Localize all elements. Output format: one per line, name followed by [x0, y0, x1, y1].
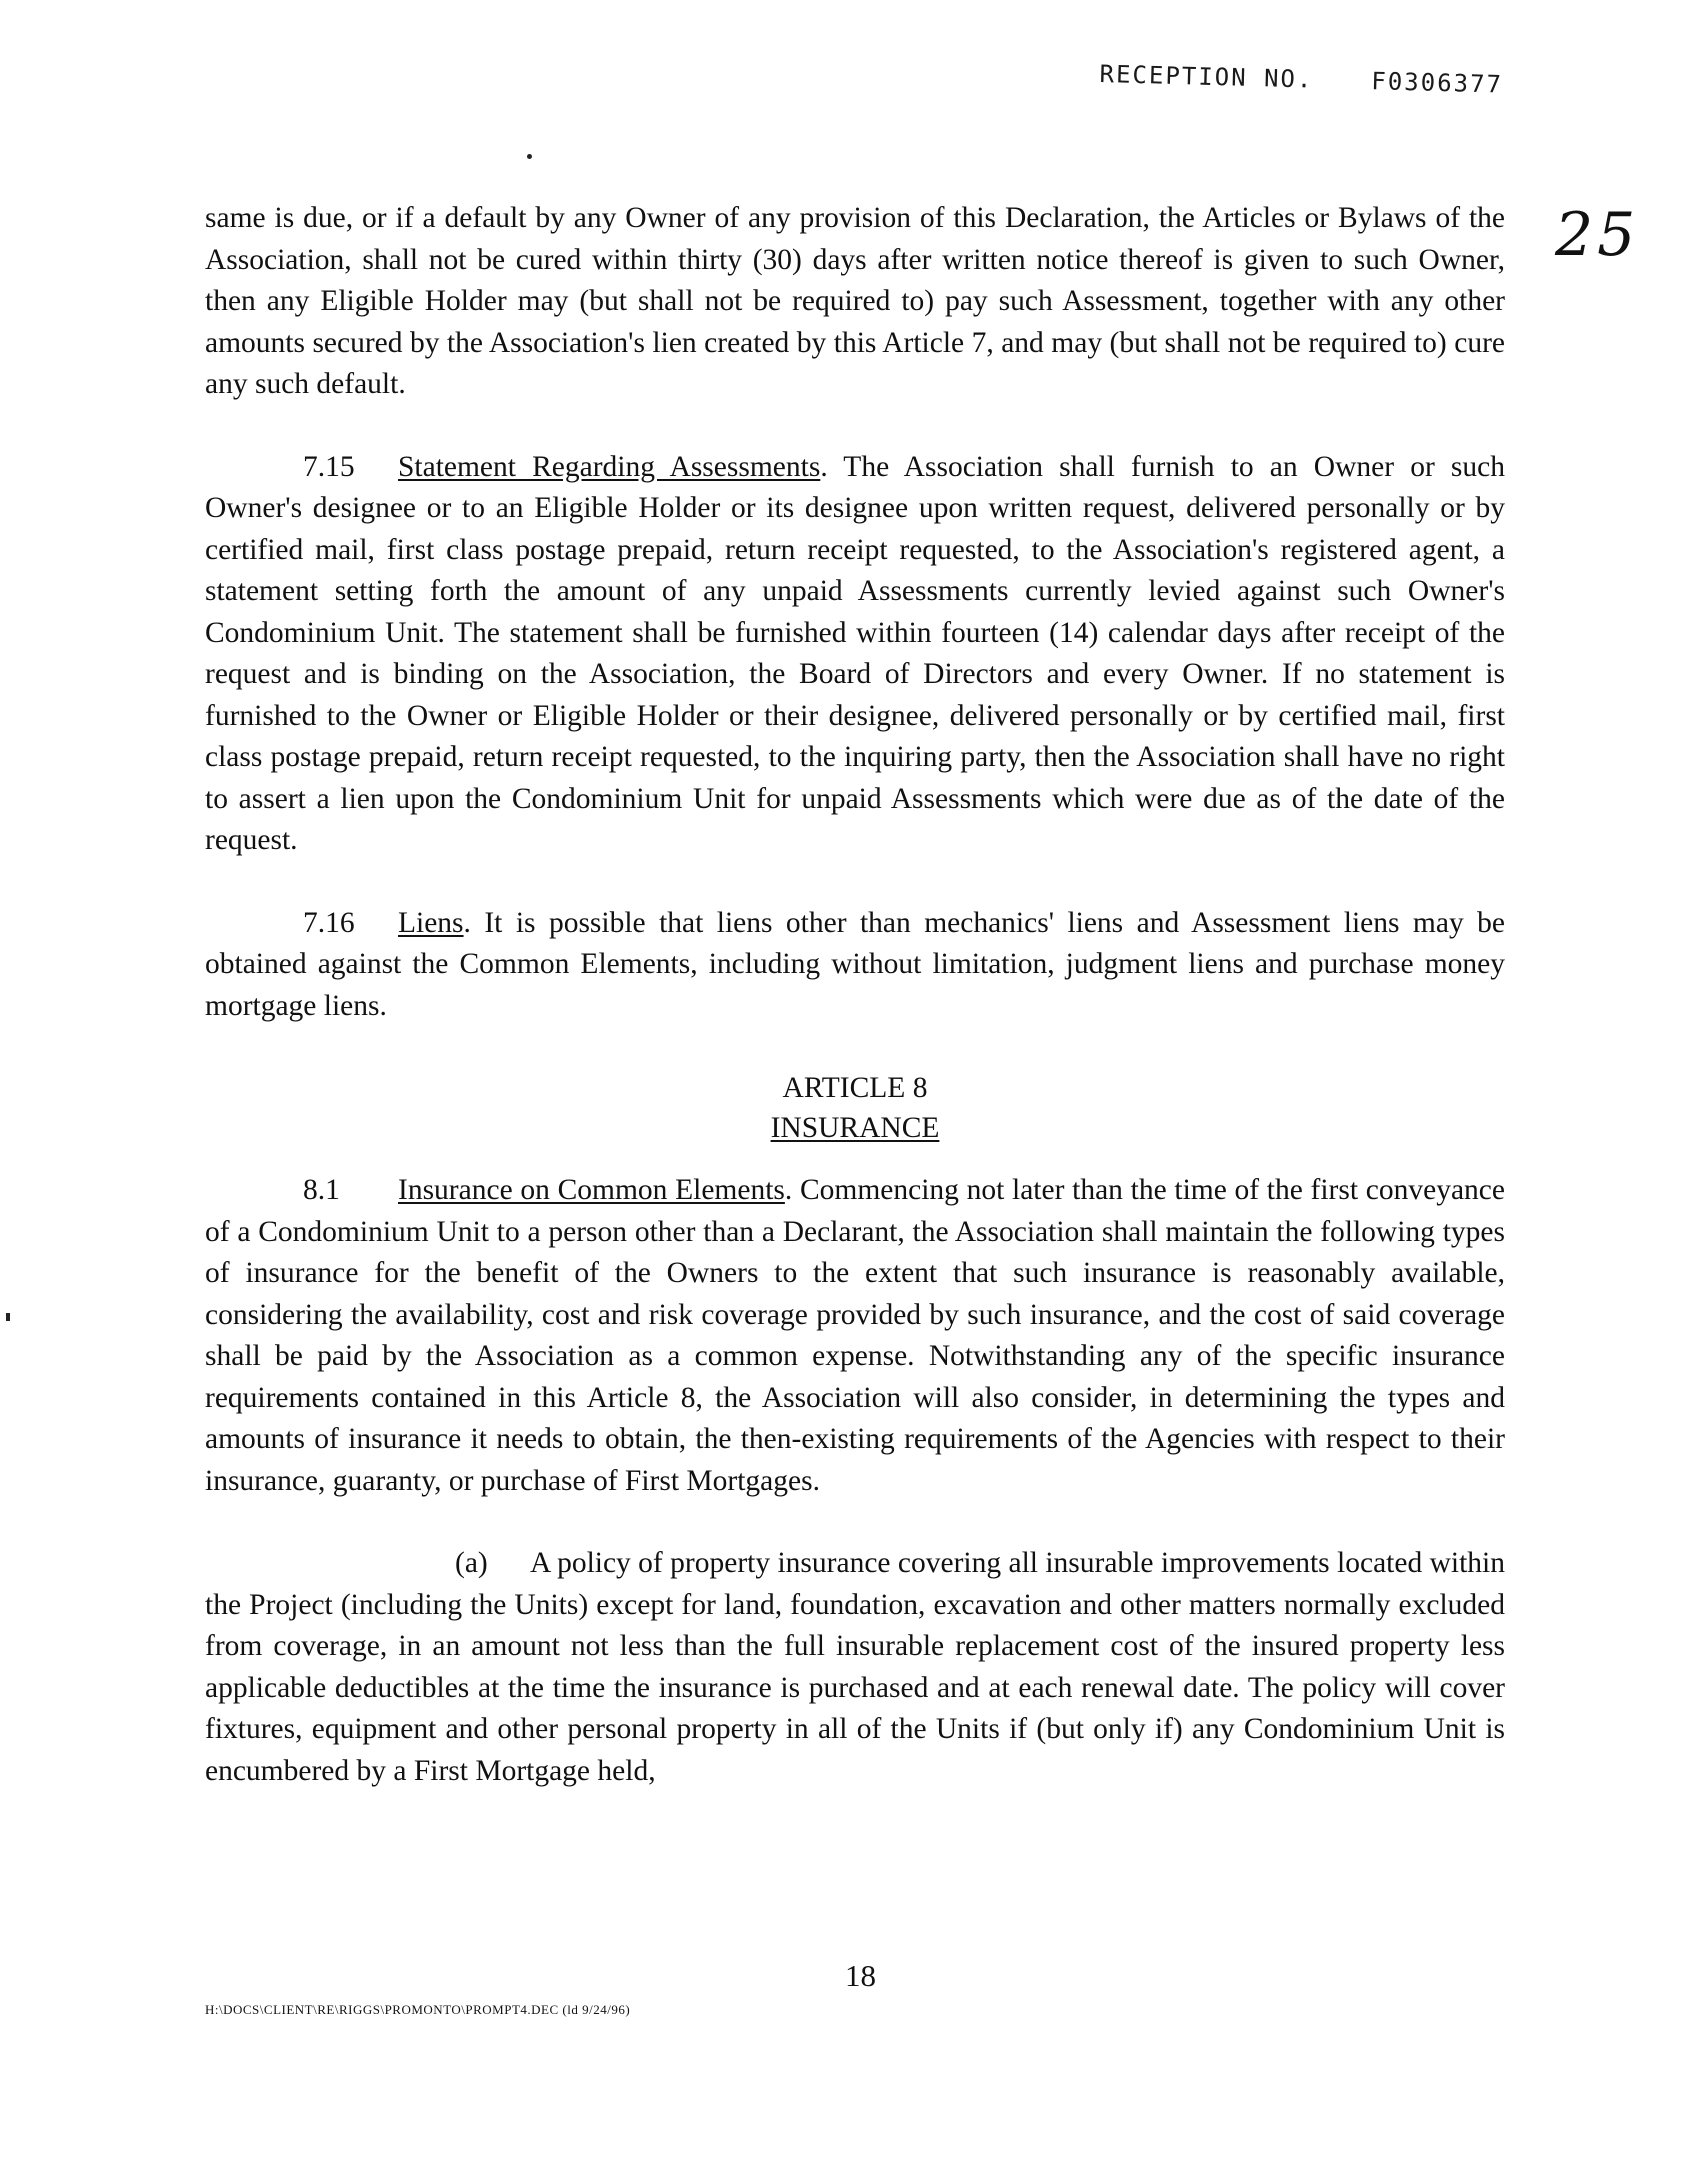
section-text: . It is possible that liens other than mechanics' liens and Assessment liens may be obtained against the Common Elements, including without limitation, judgment liens and purchase money mortgage liens.: [205, 906, 1505, 1022]
section-text: . The Association shall furnish to an Owner or such Owner's designee or to an Eligible Holder or its designee upon written request, delivered personally or by certified mail, first class postage prepaid, return receipt requested, to the Association's registered agent, a statement setting forth the amount of any unpaid Assessments currently levied against such Owner's Condominium Unit. The statement shall be furnished within fourteen (14) calendar days after receipt of the request and is binding on the Association, the Board of Directors and every Owner. If no statement is furnished to the Owner or Eligible Holder or their designee, delivered personally or by certified mail, first class postage prepaid, return receipt requested, to the inquiring party, then the Association shall have no right to assert a lien upon the Condominium Unit for unpaid Assessments which were due as of the date of the request.: [205, 450, 1505, 856]
subsection-text: A policy of property insurance covering all insurable improvements located within the Project (including the Units) except for land, foundation, excavation and other matters normally excluded from coverage, in an amount not less than the full insurable replacement cost of the insured property less applicable deductibles at the time the insurance is purchased and at each renewal date. The policy will cover fixtures, equipment and other personal property in all of the Units if (but only if) any Condominium Unit is encumbered by a First Mortgage held,: [205, 1547, 1505, 1787]
reception-stamp: [1099, 60, 1600, 101]
section-heading: Insurance on Common Elements: [398, 1174, 785, 1206]
section-heading: Liens: [398, 906, 464, 939]
section-number: 7.15: [303, 450, 355, 483]
handwritten-page-number: 25: [1555, 200, 1640, 270]
article-subtitle: INSURANCE: [770, 1112, 940, 1144]
section-number: 7.16: [303, 906, 355, 939]
scan-speck-margin: [6, 1313, 10, 1321]
section-heading: Statement Regarding Assessments: [398, 450, 821, 483]
subsection-a: [205, 1543, 1505, 1792]
section-7-15: [205, 447, 1505, 862]
reception-number: F0306377: [1371, 67, 1504, 99]
section-text: . Commencing not later than the time of the first conveyance of a Condominium Unit to a person other than a Declarant, the Association shall maintain the following types of insurance for the benefit of the Owners to the extent that such insurance is reasonably available, considering the availability, cost and risk coverage provided by such insurance, and the cost of said coverage shall be paid by the Association as a common expense. Notwithstanding any of the specific insurance requirements contained in this Article 8, the Association will also consider, in determining the types and amounts of insurance it needs to obtain, the then-existing requirements of the Agencies with respect to their insurance, guaranty, or purchase of First Mortgages.: [205, 1174, 1505, 1497]
scan-speck: [527, 154, 532, 159]
subsection-number: (a): [455, 1547, 488, 1579]
footer-page-number: 18: [845, 1958, 876, 1993]
footer-file-path: H:\DOCS\CLIENT\RE\RIGGS\PROMONTO\PROMPT4.DEC (ld 9/24/96): [205, 2002, 631, 2017]
article-heading: [205, 1068, 1505, 1148]
section-7-16: [205, 903, 1505, 1028]
document-body: [205, 198, 1505, 1833]
paragraph-continuation: same is due, or if a default by any Owner of any provision of this Declaration, the Articles or Bylaws of the Association, shall not be cured within thirty (30) days after written notice thereof is given to such Owner, then any Eligible Holder may (but shall not be required to) pay such Assessment, together with any other amounts secured by the Association's lien created by this Article 7, and may (but shall not be required to) cure any such default.: [205, 202, 1505, 400]
article-title: ARTICLE 8: [782, 1072, 928, 1104]
section-number: 8.1: [303, 1174, 340, 1206]
section-8-1: [205, 1170, 1505, 1502]
reception-label: RECEPTION NO.: [1099, 60, 1314, 94]
